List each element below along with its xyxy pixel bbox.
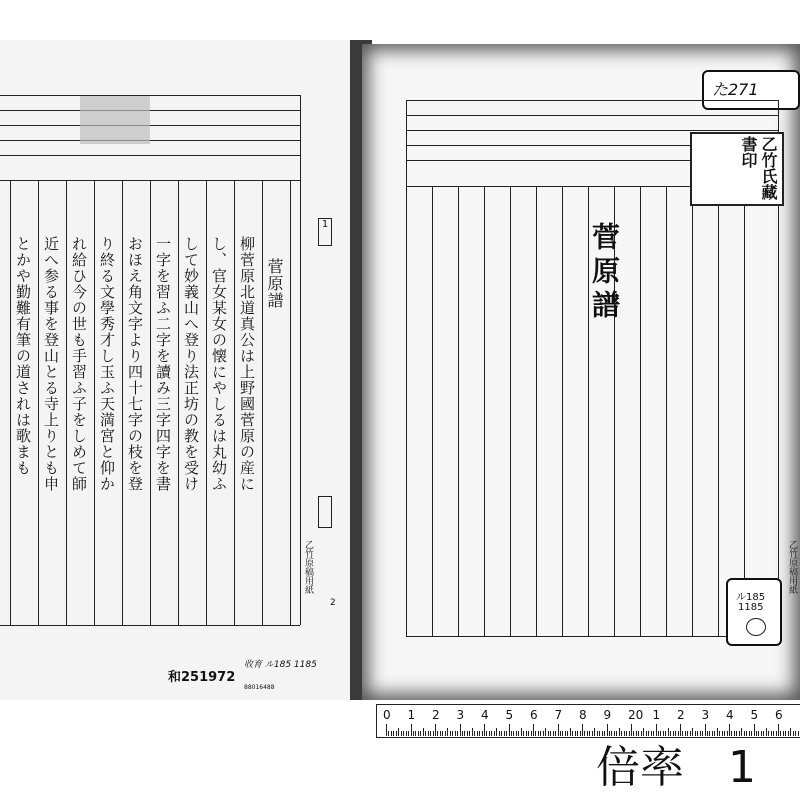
ruler-tick — [423, 728, 424, 736]
ruler-tick — [626, 731, 627, 736]
shelf-stamp — [726, 578, 782, 646]
text-column-6: り終る文學秀才し玉ふ天満宮と仰か — [98, 236, 116, 492]
ruler-tick — [633, 731, 634, 736]
ruler-tick — [700, 731, 701, 736]
ruler-tick — [513, 731, 514, 736]
ruler-tick — [702, 731, 703, 736]
ruler-tick — [396, 731, 397, 736]
text-column-4: 一字を習ふ二字を讀み三字四字を書 — [154, 236, 172, 492]
ruler-tick — [754, 724, 755, 736]
ruler-tick — [636, 731, 637, 736]
ruler-number: 9 — [603, 708, 612, 722]
ruler-tick — [455, 731, 456, 736]
ruler-tick — [707, 731, 708, 736]
ruler-tick — [450, 731, 451, 736]
ruler-tick — [501, 731, 502, 736]
ruler-tick — [437, 731, 438, 736]
ruler-tick — [675, 731, 676, 736]
ruler-tick — [788, 731, 789, 736]
ruler-tick — [678, 731, 679, 736]
ruler-tick — [548, 731, 549, 736]
ruler-number: 6 — [775, 708, 783, 722]
ruler-tick — [795, 731, 796, 736]
left-page-title: 菅原譜 — [265, 258, 284, 309]
stamp-circle — [746, 618, 766, 636]
ruler-tick — [538, 731, 539, 736]
ruler-tick — [727, 731, 728, 736]
ruler-tick — [705, 724, 706, 736]
ruler-tick — [580, 731, 581, 736]
ruler-tick — [440, 731, 441, 736]
ruler-tick — [499, 731, 500, 736]
ruler-tick — [653, 731, 654, 736]
ruler-tick — [776, 731, 777, 736]
ruler-tick — [406, 731, 407, 736]
text-column-8: 近へ参る事を登山とる寺上りとも申 — [42, 236, 60, 492]
ownership-seal — [690, 132, 784, 206]
ruler-tick — [543, 731, 544, 736]
ruler-tick — [729, 724, 730, 736]
ruler-tick — [609, 731, 610, 736]
shelf-tag: た271 — [702, 70, 800, 110]
ruler-tick — [401, 731, 402, 736]
ruler-tick — [533, 724, 534, 736]
ruler-tick — [798, 731, 799, 736]
shelf-stamp-line1: ル185 — [736, 592, 766, 603]
ruler-number: 20 — [628, 708, 644, 722]
top-rule — [0, 125, 300, 126]
ruler-tick — [695, 731, 696, 736]
ruler-number: 3 — [456, 708, 465, 722]
top-rule — [0, 155, 300, 156]
handwritten-note: 收育 ル185 1185 — [244, 660, 317, 670]
ruler-tick — [697, 731, 698, 736]
ruler-tick — [398, 728, 399, 736]
ruler-tick — [565, 731, 566, 736]
ruler-tick — [413, 731, 414, 736]
ruler-tick — [391, 731, 392, 736]
ruler-tick — [575, 731, 576, 736]
ruler-tick — [734, 731, 735, 736]
ruler-tick — [491, 731, 492, 736]
ruler-number: 2 — [677, 708, 685, 722]
ruler-number: 1 — [652, 708, 661, 722]
ruler-tick — [724, 731, 725, 736]
cover-title: 菅原譜 — [588, 222, 621, 324]
ruler-number: 3 — [701, 708, 710, 722]
ruler-tick — [408, 731, 409, 736]
ruler-tick — [540, 731, 541, 736]
ruler-tick — [526, 731, 527, 736]
ruler-tick — [719, 731, 720, 736]
ruler-tick — [756, 731, 757, 736]
ruler-tick — [673, 731, 674, 736]
ruler-tick — [646, 731, 647, 736]
ruler-tick — [504, 731, 505, 736]
ruler-tick — [790, 728, 791, 736]
ruler-tick — [433, 731, 434, 736]
ruler-tick — [656, 724, 657, 736]
ruler-tick — [577, 731, 578, 736]
ruler-tick — [486, 731, 487, 736]
ruler-tick — [496, 728, 497, 736]
ruler-tick — [749, 731, 750, 736]
ruler-tick — [528, 731, 529, 736]
ruler-tick — [584, 731, 585, 736]
ruler-number: 0 — [383, 708, 391, 722]
ruler-tick — [665, 731, 666, 736]
ruler-number: 2 — [432, 708, 440, 722]
ruler-tick — [516, 731, 517, 736]
ruler-tick — [467, 731, 468, 736]
ruler-tick — [464, 731, 465, 736]
ruler-tick — [386, 724, 387, 736]
ruler-tick — [783, 731, 784, 736]
margin-box — [318, 496, 332, 528]
page-number-box: 1 — [318, 218, 332, 246]
ruler-tick — [607, 724, 608, 736]
ruler-tick — [602, 731, 603, 736]
ruler-tick — [472, 728, 473, 736]
ruler-tick — [744, 731, 745, 736]
ruler-tick — [511, 731, 512, 736]
ruler-tick — [629, 731, 630, 736]
ruler-tick — [780, 731, 781, 736]
ruler-tick — [717, 728, 718, 736]
catalog-number: 和251972 — [168, 670, 236, 685]
ruler-tick — [597, 731, 598, 736]
ruler-tick — [763, 731, 764, 736]
ruler-tick — [619, 728, 620, 736]
ruler-tick — [550, 731, 551, 736]
text-column-3: して妙義山へ登り法正坊の教を受け — [182, 236, 200, 492]
ruler-tick — [682, 731, 683, 736]
ruler-tick — [614, 731, 615, 736]
ruler-tick — [785, 731, 786, 736]
ruler-number: 5 — [750, 708, 759, 722]
ruler-tick — [518, 731, 519, 736]
ruler-tick — [567, 731, 568, 736]
ruler-tick — [648, 731, 649, 736]
ruler-tick — [479, 731, 480, 736]
ruler-tick — [624, 731, 625, 736]
ruler-tick — [687, 731, 688, 736]
ruler-tick — [638, 731, 639, 736]
ruler-tick — [462, 731, 463, 736]
ruler-tick — [670, 731, 671, 736]
ruler-tick — [555, 731, 556, 736]
right-margin-label: 乙竹原稿用紙 — [787, 540, 797, 594]
ruler-tick — [545, 728, 546, 736]
ruler-tick — [663, 731, 664, 736]
ruler-tick — [531, 731, 532, 736]
ruler-tick — [660, 731, 661, 736]
ruler-tick — [751, 731, 752, 736]
ruler-tick — [680, 724, 681, 736]
seal-text: 乙竹氏藏書印 — [739, 136, 778, 200]
ruler-number: 1 — [407, 708, 416, 722]
ruler-tick — [771, 731, 772, 736]
ruler-tick — [393, 731, 394, 736]
ruler-tick — [741, 728, 742, 736]
ruler-tick — [474, 731, 475, 736]
left-margin-label: 乙竹原稿用紙 — [303, 540, 313, 594]
ruler-tick — [709, 731, 710, 736]
ruler-tick — [714, 731, 715, 736]
ruler-tick — [592, 731, 593, 736]
ruler-tick — [489, 731, 490, 736]
ruler-tick — [442, 731, 443, 736]
top-rule — [0, 110, 300, 111]
ruler-tick — [685, 731, 686, 736]
ruler-tick — [457, 731, 458, 736]
ruler-tick — [616, 731, 617, 736]
ruler-tick — [641, 731, 642, 736]
ruler-number: 4 — [481, 708, 489, 722]
ruler-tick — [572, 731, 573, 736]
ruler-tick — [793, 731, 794, 736]
ruler-tick — [521, 728, 522, 736]
ruler-tick — [651, 731, 652, 736]
ruler-tick — [621, 731, 622, 736]
ruler-tick — [428, 731, 429, 736]
ruler-tick — [778, 724, 779, 736]
ruler-tick — [445, 731, 446, 736]
ruler-tick — [594, 728, 595, 736]
ruler-tick — [562, 731, 563, 736]
ruler-tick — [582, 724, 583, 736]
ruler-tick — [668, 728, 669, 736]
ruler-tick — [690, 731, 691, 736]
ruler-tick — [773, 731, 774, 736]
ruler-tick — [460, 724, 461, 736]
ruler-tick — [570, 728, 571, 736]
ruler-tick — [558, 724, 559, 736]
ruler-tick — [553, 731, 554, 736]
ruler-tick — [758, 731, 759, 736]
ruler-tick — [643, 728, 644, 736]
ruler-tick — [430, 731, 431, 736]
ruler-tick — [560, 731, 561, 736]
ruler-tick — [506, 731, 507, 736]
ruler-tick — [403, 731, 404, 736]
ruler-tick — [418, 731, 419, 736]
text-column-2: し、官女某女の懐にやしるは丸幼ふ — [210, 236, 228, 492]
ruler-tick — [484, 724, 485, 736]
ruler-tick — [411, 724, 412, 736]
ruler-tick — [535, 731, 536, 736]
ruler-number: 7 — [554, 708, 563, 722]
ruler-tick — [482, 731, 483, 736]
ruler-tick — [494, 731, 495, 736]
text-column-5: おほえ角文字より四十七字の枝を登 — [126, 236, 144, 492]
top-rule — [0, 95, 300, 96]
ruler-tick — [746, 731, 747, 736]
ruler-tick — [388, 731, 389, 736]
ruler-tick — [739, 731, 740, 736]
ruler-tick — [415, 731, 416, 736]
page-mark: 2 — [330, 598, 336, 608]
ruler-tick — [722, 731, 723, 736]
magnification-caption: 倍率 1 — [596, 742, 756, 793]
shelf-stamp-line2: 1185 — [738, 602, 764, 613]
grid-bottom-rule — [0, 625, 300, 626]
ruler-tick — [469, 731, 470, 736]
ruler-tick — [766, 728, 767, 736]
ruler-tick — [736, 731, 737, 736]
ruler-tick — [768, 731, 769, 736]
text-column-7: れ給ひ今の世も手習ふ子をしめて師 — [70, 236, 88, 492]
ruler-tick — [509, 724, 510, 736]
ruler-tick — [589, 731, 590, 736]
ruler-tick — [658, 731, 659, 736]
ruler-tick — [452, 731, 453, 736]
small-note: 88016488 — [244, 684, 275, 691]
top-rule — [0, 140, 300, 141]
ruler-tick — [692, 728, 693, 736]
ruler-tick — [447, 728, 448, 736]
ruler-number: 8 — [579, 708, 587, 722]
text-column-9: とかや勤難有筆の道されは歌まも — [14, 236, 32, 476]
ruler-number: 4 — [726, 708, 734, 722]
faded-stamp — [80, 96, 150, 144]
ruler-tick — [761, 731, 762, 736]
ruler-tick — [712, 731, 713, 736]
ruler-tick — [435, 724, 436, 736]
ruler-tick — [599, 731, 600, 736]
ruler-tick — [420, 731, 421, 736]
ruler-tick — [611, 731, 612, 736]
ruler-tick — [523, 731, 524, 736]
ruler-tick — [587, 731, 588, 736]
text-column-1: 柳菅原北道真公は上野國菅原の産に — [238, 236, 256, 492]
ruler-tick — [604, 731, 605, 736]
ruler-tick — [477, 731, 478, 736]
ruler-tick — [731, 731, 732, 736]
ruler-tick — [425, 731, 426, 736]
ruler-tick — [631, 724, 632, 736]
ruler-number: 6 — [530, 708, 538, 722]
ruler-number: 5 — [505, 708, 514, 722]
